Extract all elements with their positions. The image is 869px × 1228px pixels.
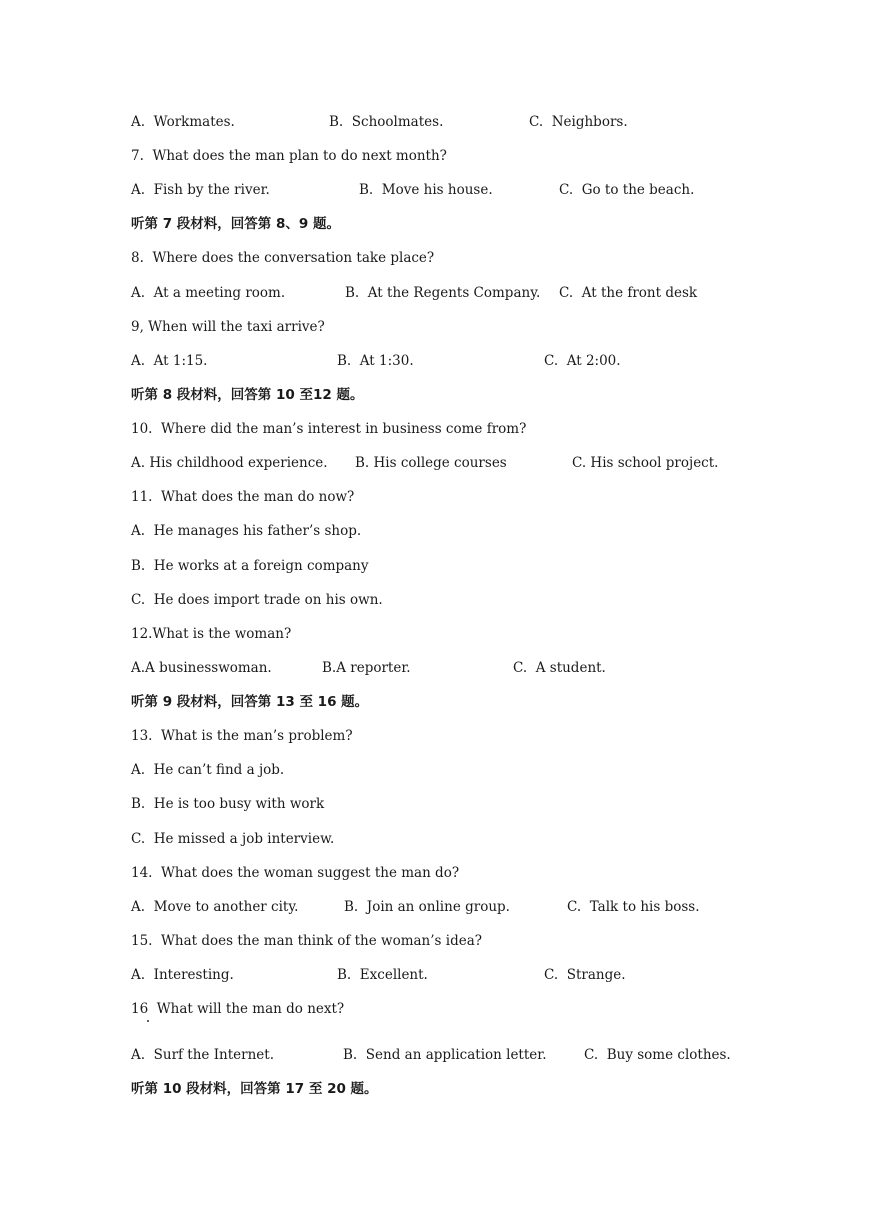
- q16-option-a: A. Surf the Internet.: [131, 1047, 275, 1063]
- q15-option-b: B. Excellent.: [337, 967, 428, 983]
- q12-option-c: C. A student.: [513, 660, 606, 676]
- q8-option-a: A. At a meeting room.: [131, 285, 286, 301]
- q7-question: 7. What does the man plan to do next month?: [131, 148, 447, 164]
- q12-option-a: A.A businesswoman.: [131, 660, 272, 676]
- q13-question: 13. What is the man’s problem?: [131, 728, 353, 744]
- q7-option-c: C. Go to the beach.: [559, 182, 695, 198]
- q14-option-c: C. Talk to his boss.: [567, 899, 700, 915]
- q13-option-a: A. He can’t find a job.: [131, 762, 285, 778]
- q10-question: 10. Where did the man’s interest in business come from?: [131, 421, 527, 437]
- q16-option-c: C. Buy some clothes.: [584, 1047, 731, 1063]
- q14-question: 14. What does the woman suggest the man do?: [131, 865, 460, 881]
- q11-option-c: C. He does import trade on his own.: [131, 592, 383, 608]
- q8-question: 8. Where does the conversation take place?: [131, 250, 435, 266]
- q7-option-b: B. Move his house.: [359, 182, 493, 198]
- q11-option-a: A. He manages his father’s shop.: [131, 523, 362, 539]
- q14-option-b: B. Join an online group.: [344, 899, 510, 915]
- q6-option-a: A. Workmates.: [131, 114, 235, 130]
- q9-option-a: A. At 1:15.: [131, 353, 208, 369]
- q8-option-c: C. At the front desk: [559, 285, 698, 301]
- q15-option-a: A. Interesting.: [131, 967, 234, 983]
- q12-question: 12.What is the woman?: [131, 626, 292, 642]
- q9-option-c: C. At 2:00.: [544, 353, 621, 369]
- section-10-heading: 听第 10 段材料，回答第 17 至 20 题。: [131, 1081, 378, 1097]
- q8-option-b: B. At the Regents Company.: [345, 285, 541, 301]
- q15-option-c: C. Strange.: [544, 967, 626, 983]
- q6-option-c: C. Neighbors.: [529, 114, 628, 130]
- q7-option-a: A. Fish by the river.: [131, 182, 270, 198]
- q13-option-b: B. He is too busy with work: [131, 796, 325, 812]
- section-8-heading: 听第 8 段材料，回答第 10 至12 题。: [131, 387, 364, 403]
- q15-question: 15. What does the man think of the woman’s idea?: [131, 933, 482, 949]
- q11-option-b: B. He works at a foreign company: [131, 558, 369, 574]
- q9-question: 9, When will the taxi arrive?: [131, 319, 325, 335]
- q10-option-a: A. His childhood experience.: [131, 455, 328, 471]
- q16-option-b: B. Send an application letter.: [343, 1047, 547, 1063]
- q14-option-a: A. Move to another city.: [131, 899, 299, 915]
- q10-option-c: C. His school project.: [572, 455, 719, 471]
- section-7-heading: 听第 7 段材料，回答第 8、9 题。: [131, 216, 340, 232]
- stray-dot: [147, 1020, 149, 1022]
- q9-option-b: B. At 1:30.: [337, 353, 414, 369]
- q6-option-b: B. Schoolmates.: [329, 114, 444, 130]
- q13-option-c: C. He missed a job interview.: [131, 831, 335, 847]
- q10-option-b: B. His college courses: [355, 455, 507, 471]
- q12-option-b: B.A reporter.: [322, 660, 411, 676]
- q11-question: 11. What does the man do now?: [131, 489, 355, 505]
- section-9-heading: 听第 9 段材料，回答第 13 至 16 题。: [131, 694, 369, 710]
- q16-question: 16 What will the man do next?: [131, 1001, 345, 1017]
